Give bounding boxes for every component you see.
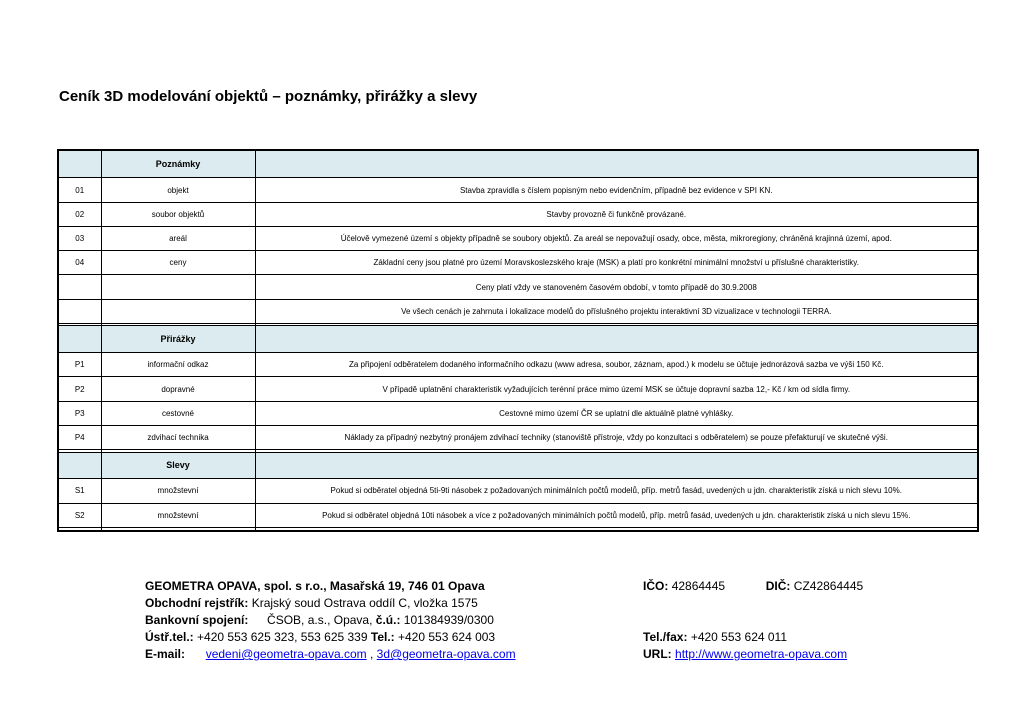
email-link-vedeni[interactable]: vedeni@geometra-opava.com [205,647,367,661]
table-row [58,299,978,323]
row-name: areál [101,226,255,250]
row-code: P4 [58,425,101,449]
email-link-3d[interactable]: 3d@geometra-opava.com [376,647,516,661]
tax-ids [643,578,863,595]
row-description: Stavby provozně či funkčně provázané. [255,202,978,226]
row-description: Ceny platí vždy ve stanoveném časovém období, v tomto případě do 30.9.2008 [255,275,978,299]
table-row [58,479,978,503]
row-code: 02 [58,202,101,226]
page-title: Ceník 3D modelování objektů – poznámky, přirážky a slevy [59,88,478,105]
row-code: 01 [58,178,101,202]
row-code: P3 [58,401,101,425]
row-name: informační odkaz [101,353,255,377]
row-name: ceny [101,251,255,275]
row-code: S1 [58,479,101,503]
url-label: URL: [643,647,672,661]
row-code: P2 [58,377,101,401]
row-description: Náklady za případný nezbytný pronájem zdvihací techniky (stanoviště přístroje, vždy po konzultaci s odběratelem) se pouze přefakturují ve skutečné výši. [255,425,978,449]
bank-value: ČSOB, a.s., Opava, [267,613,373,627]
section-header-slevy [58,452,978,479]
company-name: GEOMETRA OPAVA, spol. s r.o., Masařská 19, 746 01 Opava [145,579,485,593]
dic-label: DIČ: [765,579,791,593]
footer-line-company [145,578,945,595]
fax-value: +420 553 624 011 [690,630,788,644]
footer-line-email [145,646,945,663]
price-notes-table [57,149,979,532]
phone-value: +420 553 625 323, 553 625 339 [197,630,368,644]
row-name [101,275,255,299]
table-row [58,401,978,425]
email-separator: , [369,647,374,661]
row-description: Ve všech cenách je zahrnuta i lokalizace modelů do příslušného projektu interaktivní 3D vizualizace v technologii TERRA. [255,299,978,323]
phone-label: Ústř.tel.: [145,630,194,644]
row-description: V případě uplatnění charakteristik vyžadujících terénní práce mimo území MSK se účtuje dopravní sazba 12,- Kč / km od sídla firmy. [255,377,978,401]
row-name: dopravné [101,377,255,401]
section-header-prirazky [58,326,978,353]
row-description: Základní ceny jsou platné pro území Moravskoslezského kraje (MSK) a platí pro konkrétní minimální množství u příslušné charakteristiky. [255,251,978,275]
section-title: Poznámky [101,150,255,178]
section-header-poznamky [58,150,978,178]
table-row [58,226,978,250]
row-name [101,299,255,323]
row-code: P1 [58,353,101,377]
row-description: Účelově vymezené území s objekty případně se soubory objektů. Za areál se nepovažují osady, obce, města, mikroregiony, chráněná krajinná území, apod. [255,226,978,250]
table-row [58,353,978,377]
footer-line-phone [145,629,945,646]
tel-label: Tel.: [370,630,395,644]
footer-line-register [145,595,945,612]
empty-row [58,527,978,531]
row-description: Cestovné mimo území ČR se uplatní dle aktuálně platné vyhlášky. [255,401,978,425]
row-code [58,275,101,299]
dic-value: CZ42864445 [793,579,864,593]
row-name: zdvihací technika [101,425,255,449]
table-row [58,178,978,202]
section-title: Slevy [101,452,255,479]
row-code: S2 [58,503,101,527]
fax [643,629,787,646]
tel-value: +420 553 624 003 [398,630,496,644]
account-label: č.ú.: [375,613,401,627]
row-code [58,299,101,323]
section-title: Přirážky [101,326,255,353]
ico-label: IČO: [643,579,669,593]
email-label: E-mail: [145,647,186,661]
table-row [58,202,978,226]
table-row [58,275,978,299]
row-name: soubor objektů [101,202,255,226]
row-name: cestovné [101,401,255,425]
table-row [58,251,978,275]
row-name: objekt [101,178,255,202]
register-value: Krajský soud Ostrava oddíl C, vložka 1575 [251,596,478,610]
footer-line-bank [145,612,945,629]
row-description: Za připojení odběratelem dodaného informačního odkazu (www adresa, soubor, záznam, apod.) k modelu se účtuje jednorázová sazba ve výši 150 Kč. [255,353,978,377]
table-row [58,425,978,449]
bank-label: Bankovní spojení: [145,613,249,627]
row-code: 03 [58,226,101,250]
fax-label: Tel./fax: [643,630,688,644]
row-description: Stavba zpravidla s číslem popisným nebo evidenčním, případně bez evidence v SPI KN. [255,178,978,202]
table-row [58,377,978,401]
table-row [58,503,978,527]
row-description: Pokud si odběratel objedná 5ti-9ti násobek z požadovaných minimálních počtů modelů, příp. metrů fasád, uvedených u jdn. charakteristik získá u nich slevu 10%. [255,479,978,503]
website-link[interactable]: http://www.geometra-opava.com [675,647,848,661]
website [643,646,847,663]
ico-value: 42864445 [671,579,726,593]
row-name: množstevní [101,479,255,503]
register-label: Obchodní rejstřík: [145,596,249,610]
row-code: 04 [58,251,101,275]
row-name: množstevní [101,503,255,527]
company-footer [145,578,945,663]
account-value: 101384939/0300 [403,613,494,627]
row-description: Pokud si odběratel objedná 10ti násobek a více z požadovaných minimálních počtů modelů, příp. metrů fasád, uvedených u jdn. charakteristik získá u nich slevu 15%. [255,503,978,527]
